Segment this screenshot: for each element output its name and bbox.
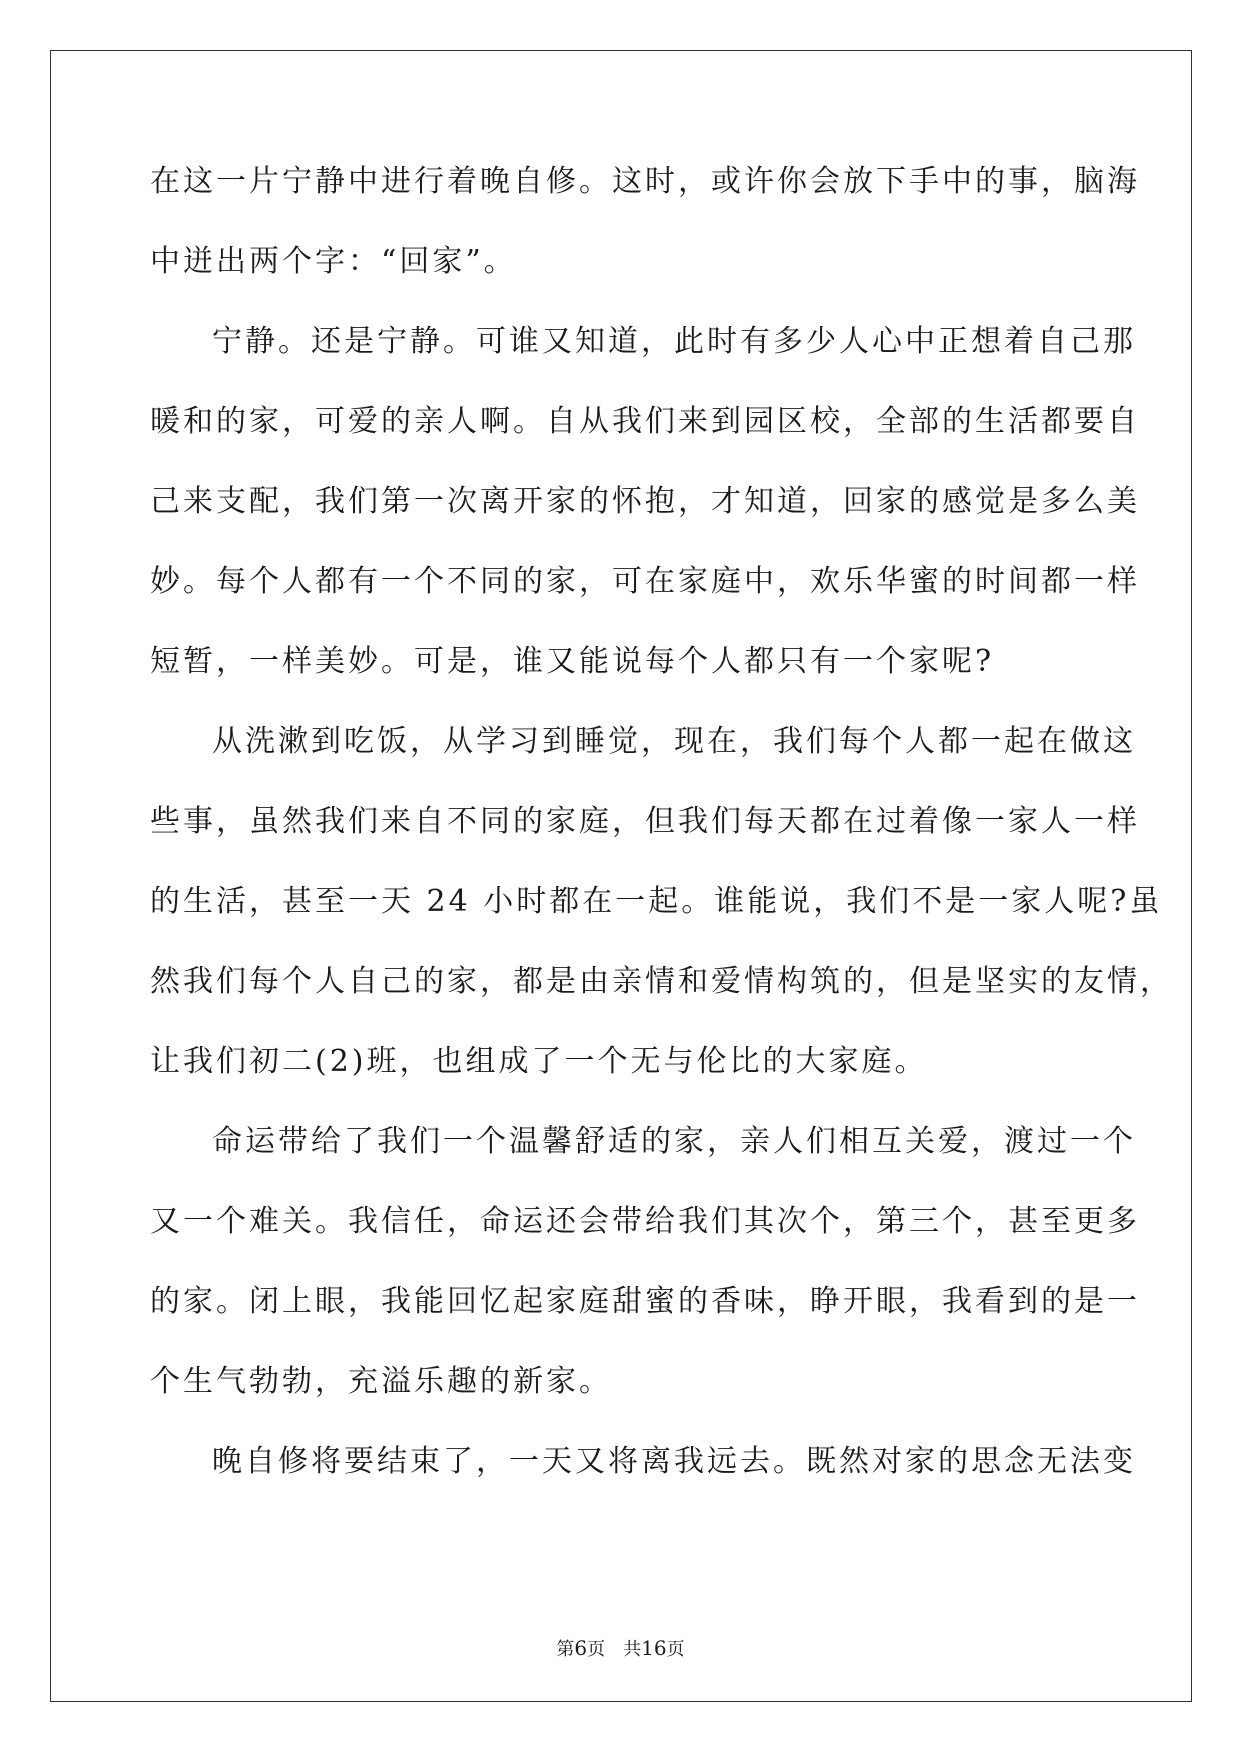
page-footer: [0, 1636, 1241, 1662]
text-line: 晚自修将要结束了，一天又将离我远去。既然对家的思念无法变: [212, 1444, 1136, 1479]
text-line: 宁静。还是宁静。可谁又知道，此时有多少人心中正想着自己那: [212, 324, 1136, 359]
text-line: 的家。闭上眼，我能回忆起家庭甜蜜的香味，睁开眼，我看到的是一: [150, 1284, 1140, 1319]
total-suffix: 页: [666, 1639, 685, 1660]
text-line: 个生气勃勃，充溢乐趣的新家。: [150, 1364, 612, 1399]
body-text: [150, 162, 1173, 1522]
text-line: 中迸出两个字：“回家”。: [150, 244, 517, 279]
text-line: 暖和的家，可爱的亲人啊。自从我们来到园区校，全部的生活都要自: [150, 404, 1140, 439]
text-line: 在这一片宁静中进行着晚自修。这时，或许你会放下手中的事，脑海: [150, 164, 1140, 199]
text-line: 些事，虽然我们来自不同的家庭，但我们每天都在过着像一家人一样: [150, 804, 1140, 839]
page-prefix: 第: [556, 1639, 575, 1660]
text-line: 从洗漱到吃饭，从学习到睡觉，现在，我们每个人都一起在做这: [212, 724, 1136, 759]
text-line: 命运带给了我们一个温馨舒适的家，亲人们相互关爱，渡过一个: [212, 1124, 1136, 1159]
total-prefix: 共: [623, 1639, 642, 1660]
text-line: 短暂，一样美妙。可是，谁又能说每个人都只有一个家呢?: [150, 644, 995, 679]
text-line: 己来支配，我们第一次离开家的怀抱，才知道，回家的感觉是多么美: [150, 484, 1140, 519]
page-suffix: 页: [587, 1639, 606, 1660]
text-line: 然我们每个人自己的家，都是由亲情和爱情构筑的，但是坚实的友情，: [150, 964, 1173, 999]
text-line: 妙。每个人都有一个不同的家，可在家庭中，欢乐华蜜的时间都一样: [150, 564, 1140, 599]
text-line: 又一个难关。我信任，命运还会带给我们其次个，第三个，甚至更多: [150, 1204, 1140, 1239]
text-line: 的生活，甚至一天 24 小时都在一起。谁能说，我们不是一家人呢?虽: [150, 884, 1163, 919]
text-line: 让我们初二(2)班，也组成了一个无与伦比的大家庭。: [150, 1044, 928, 1079]
total-pages: 16: [641, 1636, 667, 1660]
page-number: 6: [574, 1636, 588, 1660]
